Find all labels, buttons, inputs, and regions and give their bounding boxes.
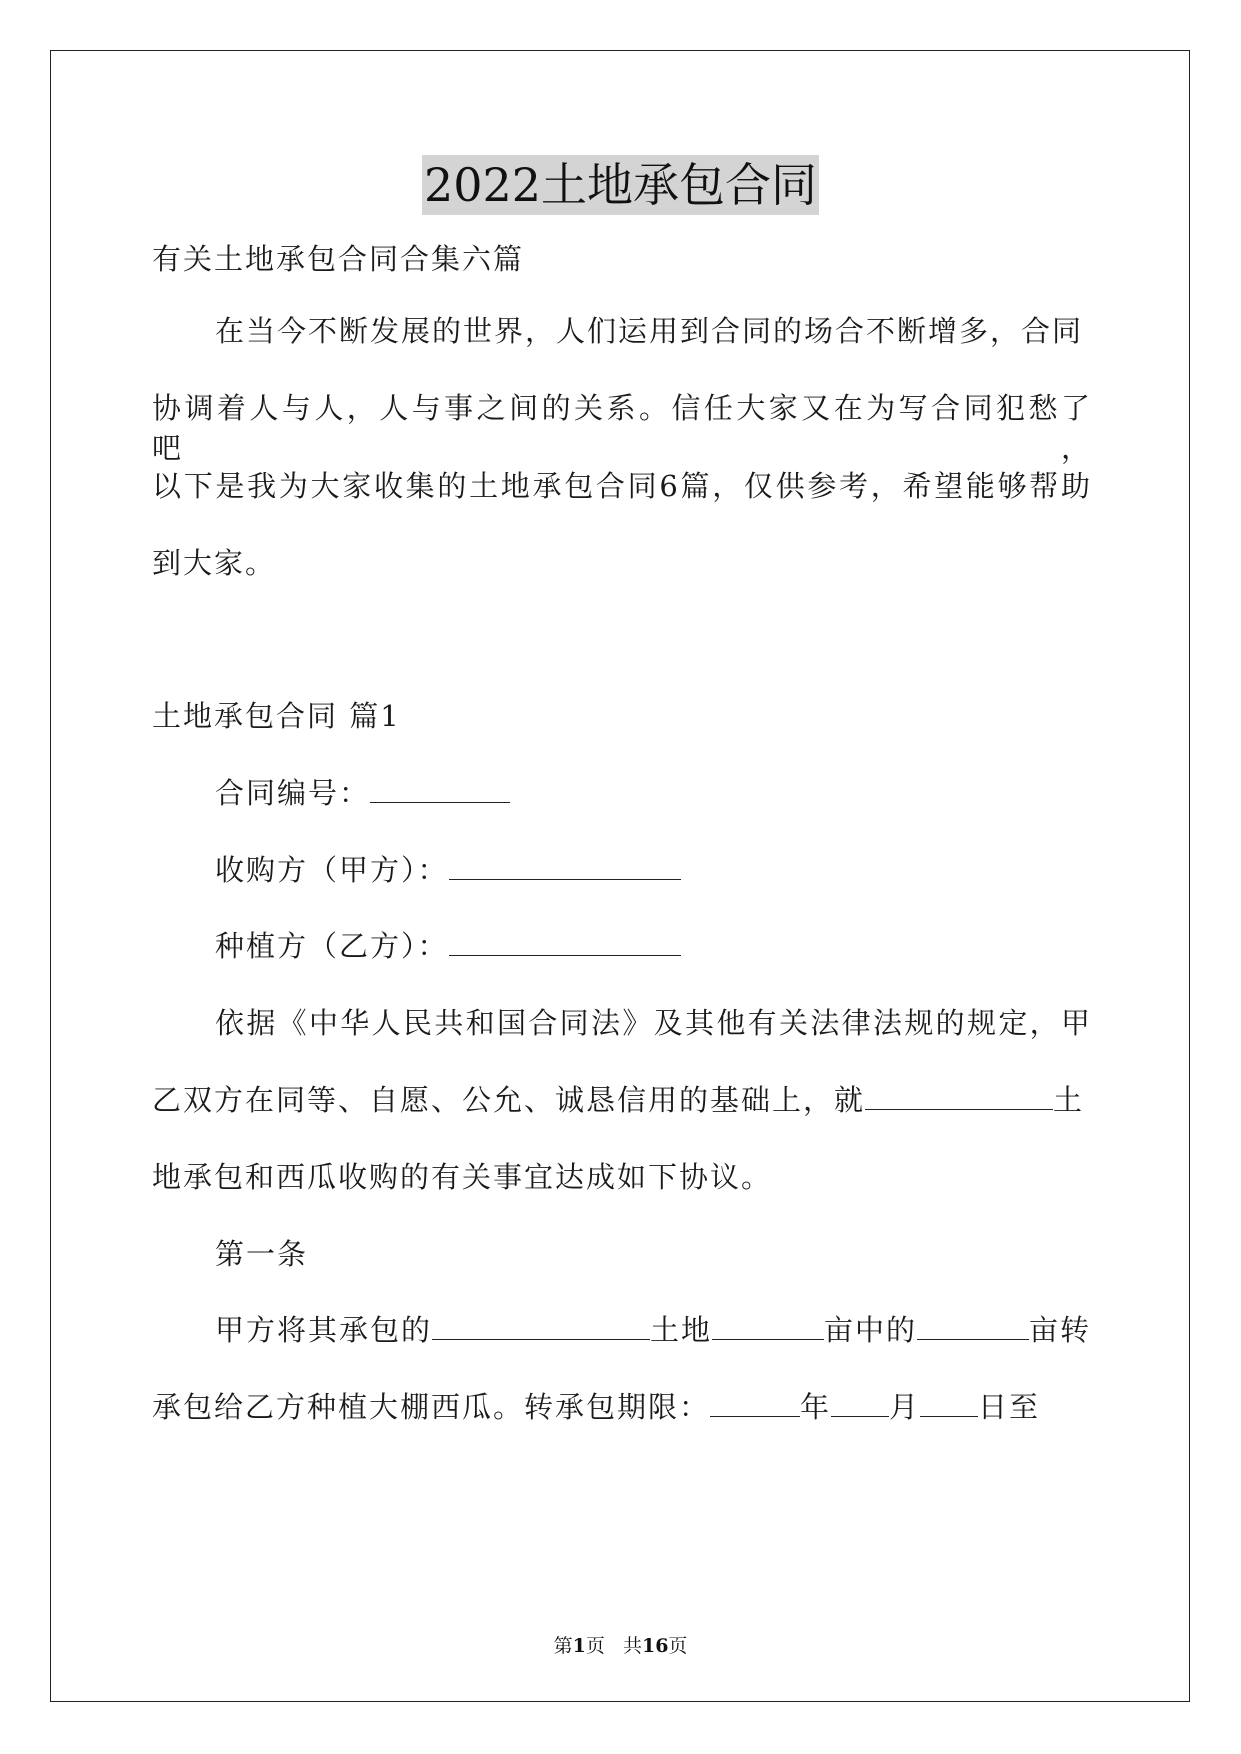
document-subtitle: 有关土地承包合同合集六篇 xyxy=(152,242,525,276)
contract-number-row xyxy=(215,773,1092,813)
basis-line-2-end: 土 xyxy=(1053,1083,1085,1117)
article-1-line-1 xyxy=(215,1310,1092,1350)
article-1-day-blank xyxy=(920,1392,978,1417)
footer-total-pages: 16 xyxy=(641,1635,669,1657)
intro-line-1: 在当今不断发展的世界，人们运用到合同的场合不断增多，合同 xyxy=(215,314,1084,348)
article-1-text-d: 亩转 xyxy=(1029,1313,1092,1347)
article-1-text-c: 亩中的 xyxy=(824,1313,918,1347)
party-b-label: 种植方（乙方）： xyxy=(215,929,449,963)
footer-total-suffix: 页 xyxy=(668,1635,688,1657)
document-title: 2022土地承包合同 xyxy=(422,155,819,215)
footer-page-prefix: 第 xyxy=(553,1635,573,1657)
article-1-month-blank xyxy=(831,1392,889,1417)
basis-line-3: 地承包和西瓜收购的有关事宜达成如下协议。 xyxy=(152,1160,773,1194)
article-1-text-g: 月 xyxy=(889,1390,921,1424)
contract-number-label: 合同编号： xyxy=(215,776,371,810)
article-1-text-f: 年 xyxy=(800,1390,832,1424)
article-1-text-e: 承包给乙方种植大棚西瓜。转承包期限： xyxy=(152,1390,711,1424)
page-footer xyxy=(0,1632,1241,1660)
party-b-blank xyxy=(449,931,681,956)
footer-page-suffix: 页 xyxy=(585,1635,605,1657)
party-a-label: 收购方（甲方）： xyxy=(215,853,449,887)
section-heading: 土地承包合同 篇1 xyxy=(152,699,401,733)
party-a-blank xyxy=(449,855,681,880)
article-1-text-h: 日至 xyxy=(978,1390,1041,1424)
article-1-acres-blank xyxy=(712,1315,824,1340)
intro-line-2: 协调着人与人，人与事之间的关系。信任大家又在为写合同犯愁了吧， xyxy=(152,391,1092,465)
party-a-row xyxy=(215,850,1092,890)
basis-line-2-text: 乙双方在同等、自愿、公允、诚恳信用的基础上，就 xyxy=(152,1083,866,1117)
basis-location-blank xyxy=(865,1085,1053,1110)
article-1-text-a: 甲方将其承包的 xyxy=(215,1313,433,1347)
basis-line-2 xyxy=(152,1080,1092,1120)
article-1-heading: 第一条 xyxy=(215,1237,309,1271)
article-1-line-2 xyxy=(152,1387,1092,1427)
basis-line-1: 依据《中华人民共和国合同法》及其他有关法律法规的规定，甲 xyxy=(215,1006,1092,1040)
contract-number-blank xyxy=(370,778,510,803)
footer-current-page: 1 xyxy=(572,1635,586,1657)
footer-total-prefix: 共 xyxy=(622,1635,642,1657)
article-1-text-b: 土地 xyxy=(650,1313,713,1347)
article-1-land-blank xyxy=(432,1315,650,1340)
party-b-row xyxy=(215,926,1092,966)
article-1-sub-acres-blank xyxy=(917,1315,1029,1340)
intro-line-4: 到大家。 xyxy=(152,546,277,580)
article-1-year-blank xyxy=(710,1392,800,1417)
intro-line-3: 以下是我为大家收集的土地承包合同6篇，仅供参考，希望能够帮助 xyxy=(152,469,1092,503)
title-container xyxy=(0,155,1241,215)
